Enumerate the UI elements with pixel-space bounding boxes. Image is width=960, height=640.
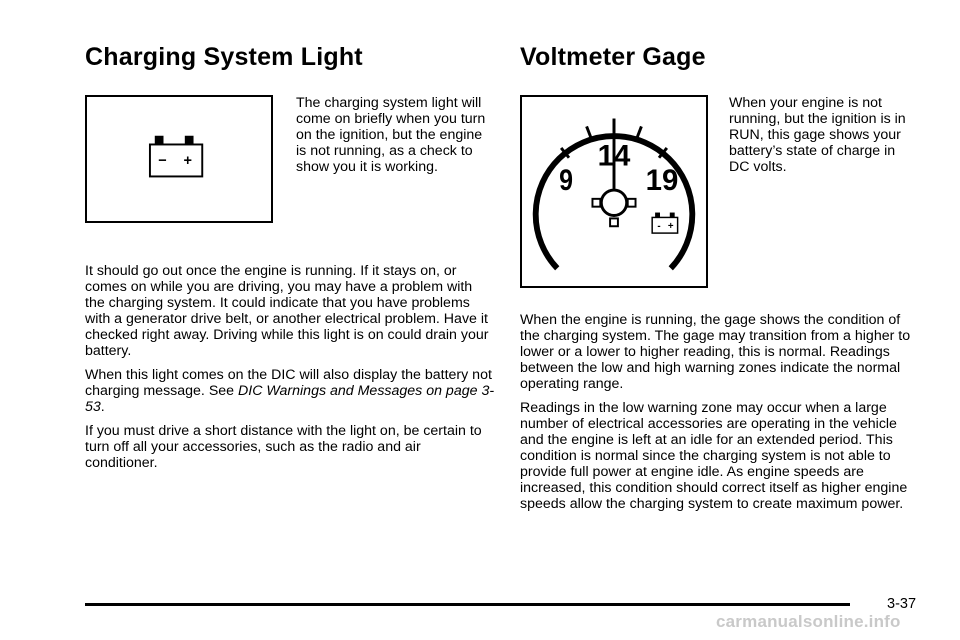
charging-light-para-3: If you must drive a short distance with the light on, be certain to turn off all your accessories, such as the radio and air conditioner. xyxy=(85,423,482,471)
gauge-label-high: 19 xyxy=(645,164,679,198)
charging-light-body xyxy=(85,263,495,479)
gauge-battery-minus: - xyxy=(657,221,661,233)
section-heading-charging-system-light: Charging System Light xyxy=(85,43,363,71)
page-number: 3-37 xyxy=(887,596,917,612)
voltmeter-para-1: When the engine is running, the gage shows the condition of the charging system. The gage may transition from a higher to lower or a lower to higher reading, this is normal. Readings between the low and high warning zones indicate the normal operating range. xyxy=(520,312,911,392)
voltmeter-intro: When your engine is not running, but the ignition is in RUN, this gage shows your battery’s state of charge in DC volts. xyxy=(729,95,906,175)
para-2-prefix: When this light comes on the DIC will also display the battery not charging message. See xyxy=(85,367,492,399)
watermark: carmanualsonline.info xyxy=(716,612,901,631)
gauge-battery-plus: + xyxy=(667,221,674,233)
voltmeter-para-2: Readings in the low warning zone may occur when a large number of electrical accessories are operating in the vehicle and the engine is left at an idle for an extended period. This condition is normal since the charging system is not able to provide full power at engine idle. As engine speeds are increased, this condition should correct itself as higher engine speeds allow the charging system to create maximum power. xyxy=(520,400,908,512)
section-heading-voltmeter-gage: Voltmeter Gage xyxy=(520,43,706,71)
voltmeter-gauge-icon xyxy=(522,97,706,286)
battery-icon xyxy=(87,97,271,221)
charging-light-para-2 xyxy=(85,367,495,415)
voltmeter-figure xyxy=(520,95,708,288)
battery-plus-label: + xyxy=(183,152,192,169)
charging-light-para-1: It should go out once the engine is running. If it stays on, or comes on while you are driving, you may have a problem with the charging system. It could indicate that you have problems with a generator drive belt, or another electrical problem. Have it checked right away. Driving while this light is on could drain your battery. xyxy=(85,263,489,359)
para-2-suffix: . xyxy=(100,399,105,415)
battery-minus-label: − xyxy=(158,152,167,169)
charging-light-figure xyxy=(85,95,273,223)
gauge-label-low: 9 xyxy=(559,163,574,197)
footer-rule xyxy=(85,603,850,606)
dic-warnings-reference-link[interactable]: DIC Warnings and Messages on page 3-53 xyxy=(85,383,495,415)
gauge-label-mid: 14 xyxy=(597,139,631,173)
voltmeter-body xyxy=(520,312,920,520)
charging-light-intro: The charging system light will come on briefly when you turn on the ignition, but the engine is not running, as a check to show you it is working. xyxy=(296,95,486,175)
